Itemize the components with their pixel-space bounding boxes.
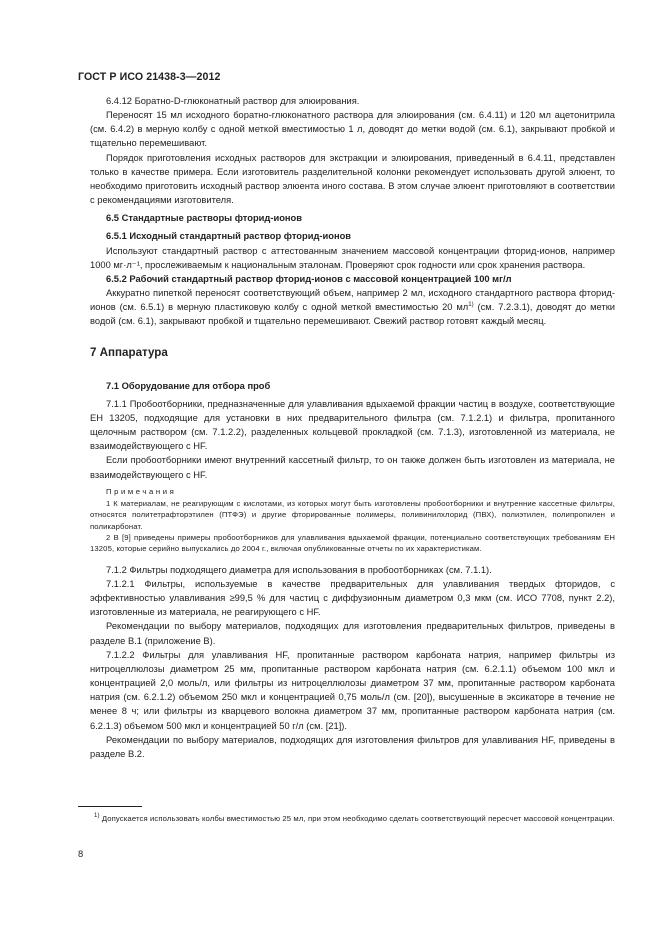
heading-6-5-2: 6.5.2 Рабочий стандартный раствор фторид-ионов с массовой концентрацией 100 мг/л [106,273,512,284]
footnote-divider [78,806,142,807]
footnote-text: Допускается использовать колбы вместимостью 25 мл, при этом необходимо сделать соответствующий пересчет массовой концентрации. [99,814,615,823]
working-standard-text-a: Аккуратно пипеткой переносят соответствующий объем, например 2 мл, исходного стандартного раствора фторид-ионов (см. 6.5.1) в мерную пластиковую колбу с одной меткой вместимостью 20 мл [90,288,615,313]
footnote-ref-1[interactable]: 1) [468,302,474,309]
paragraph-hf-filter-recommendations: Рекомендации по выбору материалов, подходящих для изготовления фильтров для улавливания HF, приведены в разделе В.2. [90,734,615,759]
footnote-mark: 1) [94,813,100,819]
notes-title: Примечания [106,486,177,496]
paragraph-6-4-12: 6.4.12 Боратно-D-глюконатный раствор для элюирования. [106,96,360,106]
note-2: 2 В [9] приведены примеры пробоотборников для улавливания вдыхаемой фракции, потенциально соответствующих требованиям ЕН 13205, которые серийно выпускались до 2004 г., включая опубликованные отчеты по их характеристикам. [90,532,615,554]
paragraph-7-1-2: 7.1.2 Фильтры подходящего диаметра для использования в пробоотборниках (см. 7.1.1). [106,564,492,575]
note-1: 1 К материалам, не реагирующим с кислотами, из которых могут быть изготовлены пробоотборники и внутренние кассетные фильтры, относятся политетрафторэтилен (ПТФЭ) и другие фторированные полимеры, поливинилхлорид (ПВХ), полиэтилен, полипропилен и поликарбонат. [90,498,615,531]
paragraph-eluent-prep: Переносят 15 мл исходного боратно-глюконатного раствора для элюирования (см. 6.4.11) и 120 мл ацетонитрила (см. 6.4.2) в мерную колбу с одной меткой вместимостью 1 л, доводят до метки водой (см. 6.1), закрывают пробкой и тщательно перемешивают. [90,110,615,149]
heading-6-5-1: 6.5.1 Исходный стандартный раствор фторид-ионов [106,231,352,242]
working-standard-text-b: (см. 7.2.3.1), доводят до метки водой (см. 6.1), закрывают пробкой и тщательно перемешивают. Свежий раствор готовят каждый месяц. [90,302,616,327]
paragraph-prefilter-recommendations: Рекомендации по выбору материалов, подходящих для изготовления предварительных фильтров, приведены в разделе В.1 (приложение В). [90,621,615,646]
paragraph-cassette-filter: Если пробоотборники имеют внутренний кассетный фильтр, то он также должен быть изготовлен из материала, не взаимодействующего с HF. [90,455,615,480]
heading-6-5: 6.5 Стандартные растворы фторид-ионов [106,213,302,224]
paragraph-stock-standard: Используют стандартный раствор с аттестованным значением массовой концентрации фторид-ионов, например 1000 мг·л⁻¹, прослеживаемым к национальным эталонам. Проверяют срок годности или срок хранения раствора. [90,245,615,270]
page-number: 8 [78,849,84,859]
document-header: ГОСТ Р ИСО 21438-3—2012 [78,71,221,83]
paragraph-working-standard [90,286,615,328]
paragraph-eluent-note: Порядок приготовления исходных растворов для экстракции и элюирования, приведенный в 6.4.11, представлен только в качестве примера. Если изготовитель разделительной колонки рекомендует использовать другой элюент, то необходимо приготовить исходный раствор элюента иного состава. В этом случае элюент приготовляют в соответствии с рекомендациями изготовителя. [90,152,615,206]
paragraph-7-1-2-2: 7.1.2.2 Фильтры для улавливания HF, пропитанные раствором карбоната натрия, например фильтры из нитроцеллюлозы диаметром 25 мм, пропитанные раствором карбоната натрия (см. 6.2.1.1) объемом 100 мкл и концентрацией 2,0 моль/л, или фильтры из нитроцеллюлозы диаметром 37 мм, пропитанные раствором карбоната натрия (см. 6.2.1.2) объемом 250 мкл и концентрацией 0,75 моль/л (см. [20]), высушенные в эксикаторе в течение не менее 8 ч; или фильтры из кварцевого волокна диаметром 37 мм, пропитанные раствором карбоната натрия (см. 6.2.1.3) объемом 500 мкл и концентрацией 50 г/л (см. [21]). [90,649,615,731]
main-content [90,94,615,761]
footnote-1 [78,813,615,825]
paragraph-7-1-1: 7.1.1 Пробоотборники, предназначенные для улавливания вдыхаемой фракции частиц в воздухе, соответствующие ЕН 13205, подходящие для установки в них предварительного фильтра (см. 7.1.2.1) и фильтра, пропитанного щелочным раствором (см. 7.1.2.2), разделенных кольцевой прокладкой (см. 7.1.3), изготовленной из материала, не взаимодействующего с HF. [90,398,615,452]
heading-section-7: 7 Аппаратура [90,345,168,359]
paragraph-7-1-2-1: 7.1.2.1 Фильтры, используемые в качестве предварительных для улавливания твердых фторидов, с эффективностью улавливания ≥99,5 % для частиц с диффузионным диаметром 0,3 мкм (см. ИСО 7708, пункт 2.2), изготовленные из материала, не реагирующего с HF. [90,578,615,618]
heading-7-1: 7.1 Оборудование для отбора проб [106,380,271,391]
